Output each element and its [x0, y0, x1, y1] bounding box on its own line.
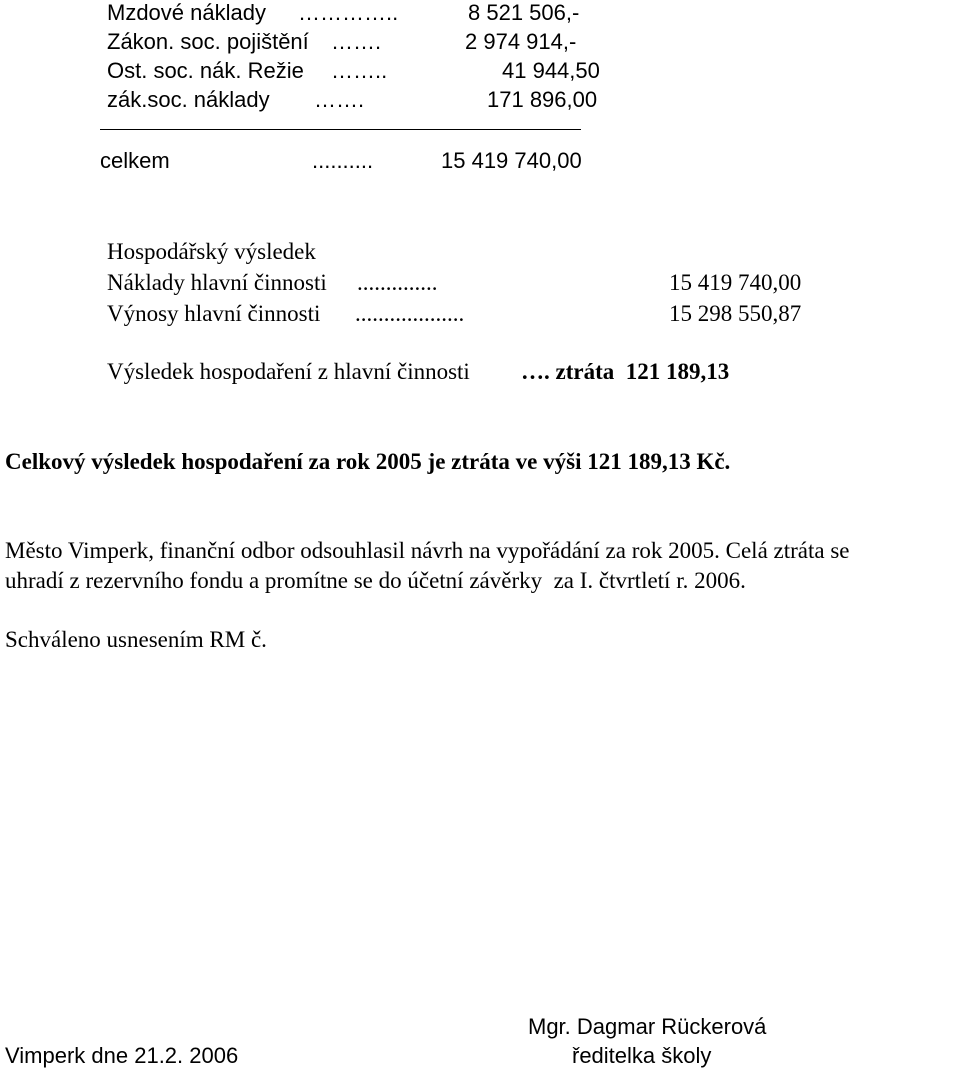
overall-result-summary: Celkový výsledek hospodaření za rok 2005 je ztráta ve výši 121 189,13 Kč.	[5, 449, 731, 474]
cost-label-social-insurance: Zákon. soc. pojištění	[107, 29, 309, 54]
revenue-line-value: 15 298 550,87	[669, 301, 802, 326]
revenue-line-label: Výnosy hlavní činnosti	[107, 301, 321, 326]
cost-dots-overhead: ……..	[331, 58, 388, 83]
cost-label-overhead: Ost. soc. nák. Režie	[107, 58, 304, 83]
revenue-line-dots: ...................	[355, 301, 465, 326]
resolution-note: Schváleno usnesením RM č.	[5, 627, 267, 652]
result-heading: Hospodářský výsledek	[107, 239, 316, 264]
cost-label-wages: Mzdové náklady	[107, 0, 266, 25]
total-value: 15 419 740,00	[441, 148, 582, 173]
total-label: celkem	[100, 148, 170, 173]
cost-value-overhead: 41 944,50	[502, 58, 600, 83]
cost-value-wages: 8 521 506,-	[468, 0, 580, 25]
costs-line-value: 15 419 740,00	[669, 270, 802, 295]
costs-line-label: Náklady hlavní činnosti	[107, 270, 327, 295]
cost-value-social-insurance: 2 974 914,-	[465, 29, 577, 54]
total-dots: ..........	[312, 148, 374, 173]
signatory-role: ředitelka školy	[572, 1043, 712, 1068]
approval-line-1: Město Vimperk, finanční odbor odsouhlasil návrh na vypořádání za rok 2005. Celá ztráta se	[5, 538, 850, 563]
main-result-label: Výsledek hospodaření z hlavní činnosti	[107, 359, 470, 384]
approval-line-2: uhradí z rezervního fondu a promítne se do účetní závěrky za I. čtvrtletí r. 2006.	[5, 568, 746, 593]
costs-line-dots: ..............	[357, 270, 438, 295]
cost-dots-social-insurance: …….	[331, 29, 382, 54]
main-result-loss: …. ztráta 121 189,13	[521, 359, 730, 384]
total-underline	[100, 129, 581, 130]
cost-dots-statutory: …….	[314, 87, 365, 112]
cost-label-statutory: zák.soc. náklady	[107, 87, 270, 112]
signatory-name: Mgr. Dagmar Rückerová	[528, 1014, 767, 1039]
cost-value-statutory: 171 896,00	[487, 87, 598, 112]
cost-dots-wages: …………..	[298, 0, 399, 25]
place-and-date: Vimperk dne 21.2. 2006	[5, 1043, 239, 1068]
